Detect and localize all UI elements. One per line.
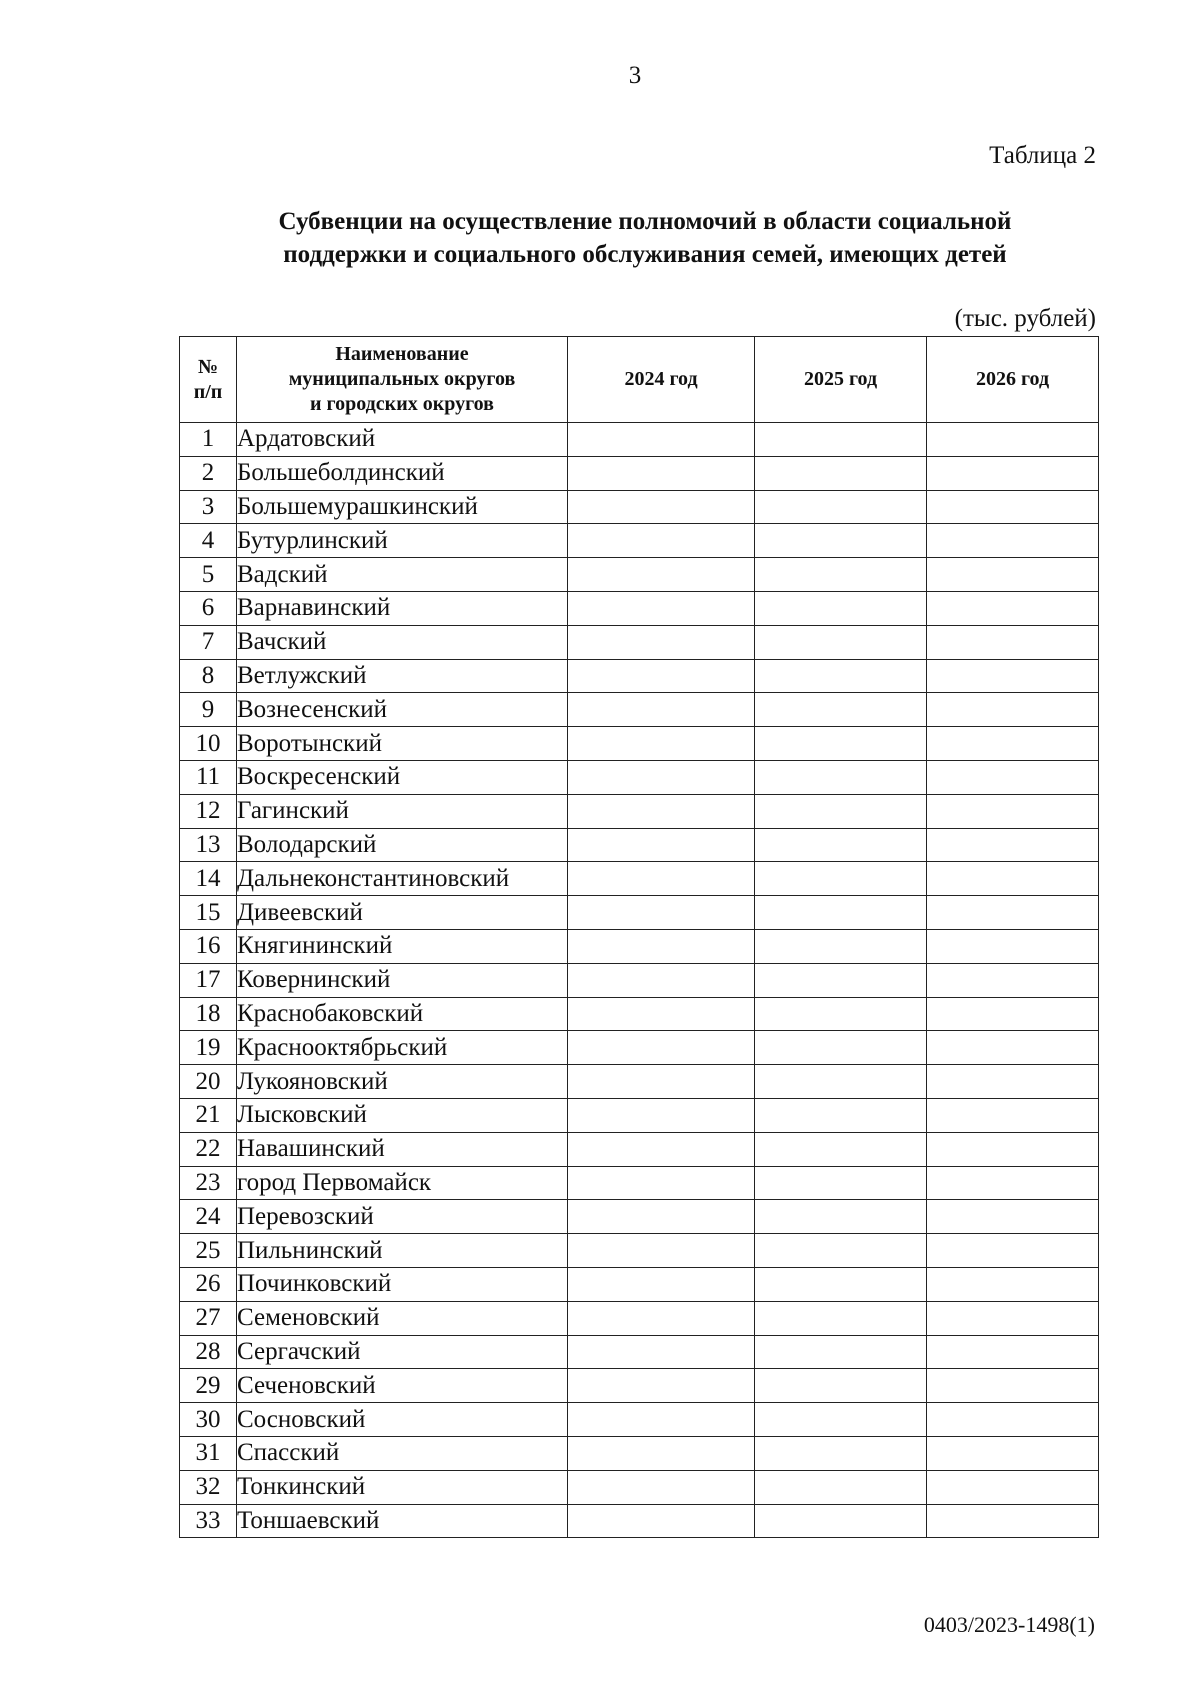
row-value-2026 <box>927 1065 1099 1099</box>
row-value-2024 <box>568 423 755 457</box>
row-value-2026 <box>927 1504 1099 1538</box>
row-value-2024 <box>568 625 755 659</box>
row-number: 12 <box>180 794 237 828</box>
row-number: 13 <box>180 828 237 862</box>
row-value-2024 <box>568 896 755 930</box>
row-district-name: Княгининский <box>237 929 568 963</box>
row-value-2025 <box>755 896 927 930</box>
table-row <box>180 1301 1099 1335</box>
row-number: 23 <box>180 1166 237 1200</box>
row-number: 28 <box>180 1335 237 1369</box>
document-code: 0403/2023-1498(1) <box>923 1612 1095 1637</box>
row-district-name: Дивеевский <box>237 896 568 930</box>
row-value-2024 <box>568 1335 755 1369</box>
row-value-2025 <box>755 693 927 727</box>
row-district-name: Бутурлинский <box>237 524 568 558</box>
row-district-name: Варнавинский <box>237 591 568 625</box>
row-district-name: Воротынский <box>237 727 568 761</box>
row-number: 18 <box>180 997 237 1031</box>
row-value-2024 <box>568 1098 755 1132</box>
table-row <box>180 794 1099 828</box>
table-row <box>180 727 1099 761</box>
row-value-2026 <box>927 1200 1099 1234</box>
table-row <box>180 929 1099 963</box>
row-value-2025 <box>755 1200 927 1234</box>
row-value-2025 <box>755 1369 927 1403</box>
row-district-name: Ветлужский <box>237 659 568 693</box>
row-district-name: Большемурашкинский <box>237 490 568 524</box>
row-value-2025 <box>755 862 927 896</box>
row-value-2024 <box>568 727 755 761</box>
row-value-2025 <box>755 1132 927 1166</box>
row-value-2024 <box>568 1436 755 1470</box>
table-label: Таблица 2 <box>989 142 1096 169</box>
table-row <box>180 625 1099 659</box>
row-district-name: Тоншаевский <box>237 1504 568 1538</box>
row-value-2026 <box>927 1436 1099 1470</box>
row-district-name: Володарский <box>237 828 568 862</box>
row-value-2026 <box>927 896 1099 930</box>
row-number: 1 <box>180 423 237 457</box>
header-number-line-1: № <box>197 355 219 378</box>
row-number: 16 <box>180 929 237 963</box>
row-value-2025 <box>755 727 927 761</box>
row-value-2024 <box>568 929 755 963</box>
row-value-2024 <box>568 659 755 693</box>
row-number: 26 <box>180 1267 237 1301</box>
table-row <box>180 760 1099 794</box>
row-number: 6 <box>180 591 237 625</box>
row-value-2025 <box>755 591 927 625</box>
row-district-name: Пильнинский <box>237 1234 568 1268</box>
row-district-name: Сосновский <box>237 1403 568 1437</box>
units-label: (тыс. рублей) <box>954 305 1096 332</box>
row-value-2026 <box>927 456 1099 490</box>
table-row <box>180 1335 1099 1369</box>
row-value-2025 <box>755 625 927 659</box>
row-district-name: Большеболдинский <box>237 456 568 490</box>
row-district-name: Починковский <box>237 1267 568 1301</box>
table-row <box>180 693 1099 727</box>
document-title <box>180 205 1110 271</box>
header-name-line-3: и городских округов <box>310 393 494 415</box>
row-value-2026 <box>927 862 1099 896</box>
row-value-2025 <box>755 760 927 794</box>
header-number <box>180 337 237 423</box>
row-value-2026 <box>927 693 1099 727</box>
table-row <box>180 862 1099 896</box>
row-value-2025 <box>755 490 927 524</box>
row-value-2024 <box>568 558 755 592</box>
table-body <box>180 423 1099 1538</box>
row-number: 30 <box>180 1403 237 1437</box>
row-number: 29 <box>180 1369 237 1403</box>
row-value-2024 <box>568 1470 755 1504</box>
row-district-name: Перевозский <box>237 1200 568 1234</box>
table-row <box>180 1065 1099 1099</box>
row-value-2024 <box>568 997 755 1031</box>
row-number: 19 <box>180 1031 237 1065</box>
row-number: 2 <box>180 456 237 490</box>
row-district-name: Вачский <box>237 625 568 659</box>
row-value-2024 <box>568 862 755 896</box>
row-value-2026 <box>927 558 1099 592</box>
row-district-name: Лукояновский <box>237 1065 568 1099</box>
row-value-2026 <box>927 1098 1099 1132</box>
table-row <box>180 591 1099 625</box>
table-row <box>180 963 1099 997</box>
row-value-2024 <box>568 1301 755 1335</box>
row-value-2026 <box>927 524 1099 558</box>
row-number: 22 <box>180 1132 237 1166</box>
row-number: 4 <box>180 524 237 558</box>
header-number-line-2: п/п <box>193 380 223 403</box>
row-value-2024 <box>568 1234 755 1268</box>
row-district-name: Воскресенский <box>237 760 568 794</box>
table-row <box>180 1369 1099 1403</box>
table-row <box>180 1098 1099 1132</box>
row-value-2026 <box>927 1166 1099 1200</box>
row-number: 33 <box>180 1504 237 1538</box>
row-value-2025 <box>755 1335 927 1369</box>
row-value-2026 <box>927 997 1099 1031</box>
row-value-2025 <box>755 828 927 862</box>
row-number: 10 <box>180 727 237 761</box>
row-value-2025 <box>755 963 927 997</box>
row-number: 9 <box>180 693 237 727</box>
table-row <box>180 828 1099 862</box>
row-district-name: Ардатовский <box>237 423 568 457</box>
row-value-2025 <box>755 423 927 457</box>
row-district-name: Лысковский <box>237 1098 568 1132</box>
subventions-table <box>179 336 1099 1538</box>
row-value-2026 <box>927 1132 1099 1166</box>
row-number: 24 <box>180 1200 237 1234</box>
row-number: 5 <box>180 558 237 592</box>
row-value-2025 <box>755 794 927 828</box>
row-value-2024 <box>568 963 755 997</box>
table-row <box>180 558 1099 592</box>
row-value-2025 <box>755 524 927 558</box>
row-value-2024 <box>568 1132 755 1166</box>
row-value-2025 <box>755 1436 927 1470</box>
row-value-2024 <box>568 760 755 794</box>
row-value-2026 <box>927 1301 1099 1335</box>
table-row <box>180 1267 1099 1301</box>
row-value-2025 <box>755 1403 927 1437</box>
row-number: 25 <box>180 1234 237 1268</box>
row-value-2024 <box>568 1369 755 1403</box>
header-name-line-2: муниципальных округов <box>288 368 516 390</box>
row-value-2026 <box>927 625 1099 659</box>
row-value-2025 <box>755 1166 927 1200</box>
row-district-name: Краснобаковский <box>237 997 568 1031</box>
table-row <box>180 1403 1099 1437</box>
row-value-2026 <box>927 794 1099 828</box>
row-value-2024 <box>568 456 755 490</box>
row-value-2026 <box>927 1369 1099 1403</box>
row-value-2026 <box>927 727 1099 761</box>
title-line-1: Субвенции на осуществление полномочий в области социальной <box>278 208 1012 235</box>
row-value-2024 <box>568 591 755 625</box>
table-row <box>180 423 1099 457</box>
row-district-name: Вознесенский <box>237 693 568 727</box>
row-number: 8 <box>180 659 237 693</box>
row-number: 32 <box>180 1470 237 1504</box>
table-row <box>180 1504 1099 1538</box>
page-number: 3 <box>628 62 642 89</box>
header-2026: 2026 год <box>927 337 1099 423</box>
row-district-name: Краснооктябрьский <box>237 1031 568 1065</box>
row-number: 14 <box>180 862 237 896</box>
row-number: 31 <box>180 1436 237 1470</box>
row-value-2026 <box>927 1335 1099 1369</box>
row-value-2024 <box>568 1403 755 1437</box>
table-row <box>180 456 1099 490</box>
row-value-2025 <box>755 1470 927 1504</box>
row-value-2024 <box>568 1065 755 1099</box>
row-number: 7 <box>180 625 237 659</box>
row-value-2024 <box>568 1031 755 1065</box>
row-value-2026 <box>927 963 1099 997</box>
row-value-2024 <box>568 524 755 558</box>
row-value-2026 <box>927 760 1099 794</box>
row-value-2025 <box>755 1065 927 1099</box>
row-value-2025 <box>755 1098 927 1132</box>
row-value-2025 <box>755 1234 927 1268</box>
row-value-2024 <box>568 1166 755 1200</box>
row-value-2025 <box>755 558 927 592</box>
row-district-name: Ковернинский <box>237 963 568 997</box>
row-value-2025 <box>755 929 927 963</box>
row-district-name: Семеновский <box>237 1301 568 1335</box>
row-district-name: Вадский <box>237 558 568 592</box>
row-number: 3 <box>180 490 237 524</box>
row-district-name: Навашинский <box>237 1132 568 1166</box>
row-value-2026 <box>927 423 1099 457</box>
row-number: 11 <box>180 760 237 794</box>
table-row <box>180 1166 1099 1200</box>
table-row <box>180 1031 1099 1065</box>
row-value-2026 <box>927 490 1099 524</box>
row-district-name: Сеченовский <box>237 1369 568 1403</box>
row-value-2025 <box>755 1301 927 1335</box>
row-value-2025 <box>755 659 927 693</box>
row-district-name: Тонкинский <box>237 1470 568 1504</box>
row-number: 27 <box>180 1301 237 1335</box>
row-value-2026 <box>927 591 1099 625</box>
row-district-name: Гагинский <box>237 794 568 828</box>
row-value-2025 <box>755 1504 927 1538</box>
table-row <box>180 524 1099 558</box>
row-value-2026 <box>927 1267 1099 1301</box>
table-row <box>180 997 1099 1031</box>
row-number: 17 <box>180 963 237 997</box>
row-number: 21 <box>180 1098 237 1132</box>
table-row <box>180 1436 1099 1470</box>
row-value-2026 <box>927 1403 1099 1437</box>
row-district-name: Спасский <box>237 1436 568 1470</box>
title-line-2: поддержки и социального обслуживания семей, имеющих детей <box>283 241 1007 268</box>
row-value-2024 <box>568 693 755 727</box>
row-value-2026 <box>927 659 1099 693</box>
row-value-2024 <box>568 828 755 862</box>
row-value-2026 <box>927 1234 1099 1268</box>
table-row <box>180 490 1099 524</box>
row-number: 20 <box>180 1065 237 1099</box>
row-value-2025 <box>755 1031 927 1065</box>
table-header-row <box>180 337 1099 423</box>
row-district-name: город Первомайск <box>237 1166 568 1200</box>
row-value-2024 <box>568 490 755 524</box>
row-number: 15 <box>180 896 237 930</box>
table-row <box>180 896 1099 930</box>
row-value-2025 <box>755 456 927 490</box>
row-value-2026 <box>927 828 1099 862</box>
table-row <box>180 659 1099 693</box>
table-row <box>180 1200 1099 1234</box>
row-district-name: Дальнеконстантиновский <box>237 862 568 896</box>
row-value-2024 <box>568 1200 755 1234</box>
row-value-2024 <box>568 1267 755 1301</box>
row-value-2026 <box>927 1031 1099 1065</box>
row-value-2024 <box>568 1504 755 1538</box>
table-row <box>180 1470 1099 1504</box>
row-value-2024 <box>568 794 755 828</box>
row-value-2025 <box>755 997 927 1031</box>
header-name <box>237 337 568 423</box>
table-row <box>180 1234 1099 1268</box>
header-2025: 2025 год <box>755 337 927 423</box>
row-value-2026 <box>927 1470 1099 1504</box>
header-name-line-1: Наименование <box>335 343 469 365</box>
row-district-name: Сергачский <box>237 1335 568 1369</box>
row-value-2025 <box>755 1267 927 1301</box>
row-value-2026 <box>927 929 1099 963</box>
header-2024: 2024 год <box>568 337 755 423</box>
table-row <box>180 1132 1099 1166</box>
